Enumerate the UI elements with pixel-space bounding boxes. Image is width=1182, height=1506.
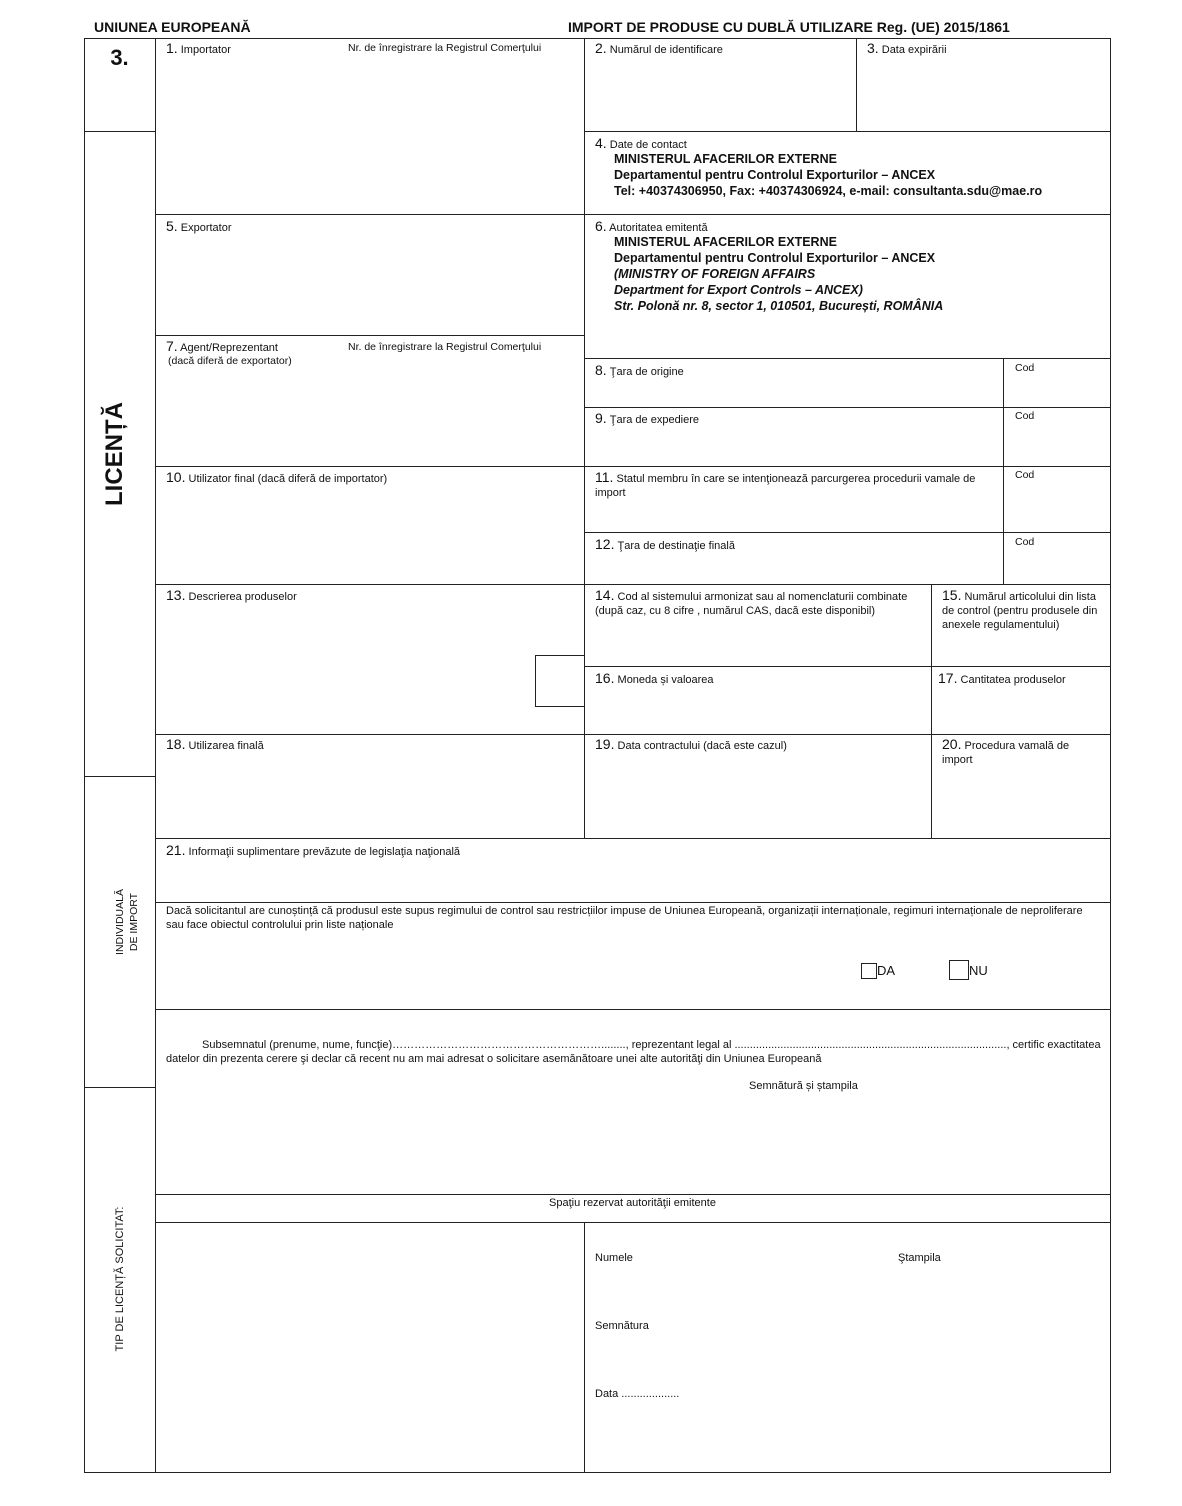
field-15-label: 15. Numărul articolului din lista de control (pentru produsele din anexele regulamentului) [942,587,1098,631]
licence-type-requested-label: TIP DE LICENȚĂ SOLICITAT: [114,1206,126,1352]
field-1-registry-label: Nr. de înregistrare la Registrul Comerţului [348,42,542,54]
field-9-label: 9. Ţara de expediere [595,410,700,426]
field-3-input-area[interactable] [859,60,1108,130]
field-13-input-area[interactable] [158,606,528,732]
reserved-space-title: Spaţiu rezervat autorităţii emitente [549,1197,716,1209]
no-checkbox[interactable] [949,960,969,980]
field-11-code-input[interactable] [1006,484,1108,530]
field-21-input-area[interactable] [158,862,1108,900]
field-4-line2: Departamentul pentru Controlul Exporturilor – ANCEX [614,168,936,182]
no-label: NU [969,963,988,978]
field-1-input-area[interactable] [158,60,582,212]
field-4-line1: MINISTERUL AFACERILOR EXTERNE [614,152,837,166]
individual-label-line2: DE IMPORT [128,892,140,952]
individual-label-line1: INDIVIDUALĂ [114,889,126,955]
reserved-signature-label: Semnătura [595,1320,649,1332]
field-6-line4: Department for Export Controls – ANCEX) [614,283,863,297]
reserved-date-label: Data ................... [595,1388,680,1400]
field-6-label: 6. Autoritatea emitentă [595,218,708,234]
declaration-text: Subsemnatul (prenume, nume, funcţie)…………………………………………………........, reprezentant legal al ........................................................................................., certific exactitatea datelor din prezenta cerere şi declar că recent nu am mai adresat o solicitare asemănătoare unei alte autorităţi din Uniunea Europeană [166,1039,1101,1065]
copy-number: 3. [110,45,129,70]
field-7-label: 7. Agent/Reprezentant [166,338,278,354]
field-16-label: 16. Moneda și valoarea [595,670,714,686]
field-13-label: 13. Descrierea produselor [166,587,297,603]
field-7-input-area[interactable] [158,372,582,464]
field-19-input-area[interactable] [587,756,929,836]
field-11-label: 11. Statul membru în care se intenţionează parcurgerea procedurii vamale de import [595,469,976,499]
field-8-code-label: Cod [1015,362,1035,374]
control-regime-question: Dacă solicitantul are cunoștință că produsul este supus regimului de control sau restricțiilor impuse de Uniunea Europeană, organizații internaționale, regimuri internaționale de neproliferare sau face obiectul controlului prin liste naționale [166,905,1083,931]
header-right-title: IMPORT DE PRODUSE CU DUBLĂ UTILIZARE Reg. (UE) 2015/1861 [568,19,1010,35]
signature-and-stamp-label: Semnătură și ștampila [749,1080,858,1092]
field-21-label: 21. Informaţii suplimentare prevăzute de legislaţia naţională [166,842,461,858]
field-5-input-area[interactable] [158,238,582,333]
field-2-input-area[interactable] [587,60,854,130]
field-5-label: 5. Exportator [166,218,232,234]
field-10-label: 10. Utilizator final (dacă diferă de importator) [166,469,388,485]
field-17-input-area[interactable] [934,690,1108,732]
reserved-stamp-label: Ştampila [898,1252,941,1264]
field-18-input-area[interactable] [158,756,582,836]
reserved-name-label: Numele [595,1252,633,1264]
field-12-code-label: Cod [1015,536,1035,548]
annex-box[interactable] [535,655,585,707]
field-6-line5: Str. Polonă nr. 8, sector 1, 010501, București, ROMÂNIA [614,299,944,313]
field-8-label: 8. Ţara de origine [595,362,684,378]
field-6-line1: MINISTERUL AFACERILOR EXTERNE [614,235,837,249]
field-8-code-input[interactable] [1006,376,1108,406]
applicant-signature-area[interactable] [158,1098,1108,1192]
field-16-input-area[interactable] [587,690,929,732]
field-9-code-label: Cod [1015,410,1035,422]
field-1-label: 1. Importator [166,40,231,56]
field-9-code-input[interactable] [1006,424,1108,464]
yes-checkbox[interactable] [861,963,877,979]
field-12-label: 12. Ţara de destinaţie finală [595,536,735,552]
field-14-label: 14. Cod al sistemului armonizat sau al nomenclaturii combinate (după caz, cu 8 cifre , numărul CAS, dacă este disponibil) [595,587,908,617]
yes-label: DA [877,963,896,978]
field-17-label: 17. Cantitatea produselor [938,670,1066,686]
field-11-code-label: Cod [1015,469,1035,481]
field-7-registry-label: Nr. de înregistrare la Registrul Comerţului [348,341,542,353]
field-2-label: 2. Numărul de identificare [595,40,723,56]
field-6-line2: Departamentul pentru Controlul Exporturilor – ANCEX [614,251,936,265]
header-left-title: UNIUNEA EUROPEANĂ [94,19,251,35]
field-4-line3: Tel: +40374306950, Fax: +40374306924, e-mail: consultanta.sdu@mae.ro [614,184,1043,198]
reserved-left-area[interactable] [158,1225,582,1470]
field-19-label: 19. Data contractului (dacă este cazul) [595,736,787,752]
field-4-label: 4. Date de contact [595,135,687,151]
licence-vertical-title: LICENȚĂ [101,402,128,506]
field-12-code-input[interactable] [1006,550,1108,582]
field-10-input-area[interactable] [158,490,582,582]
field-3-label: 3. Data expirării [867,40,947,56]
field-7-sub-label: (dacă diferă de exportator) [168,355,292,367]
field-20-label: 20. Procedura vamală de import [942,736,1070,766]
field-6-line3: (MINISTRY OF FOREIGN AFFAIRS [614,267,816,281]
field-18-label: 18. Utilizarea finală [166,736,264,752]
